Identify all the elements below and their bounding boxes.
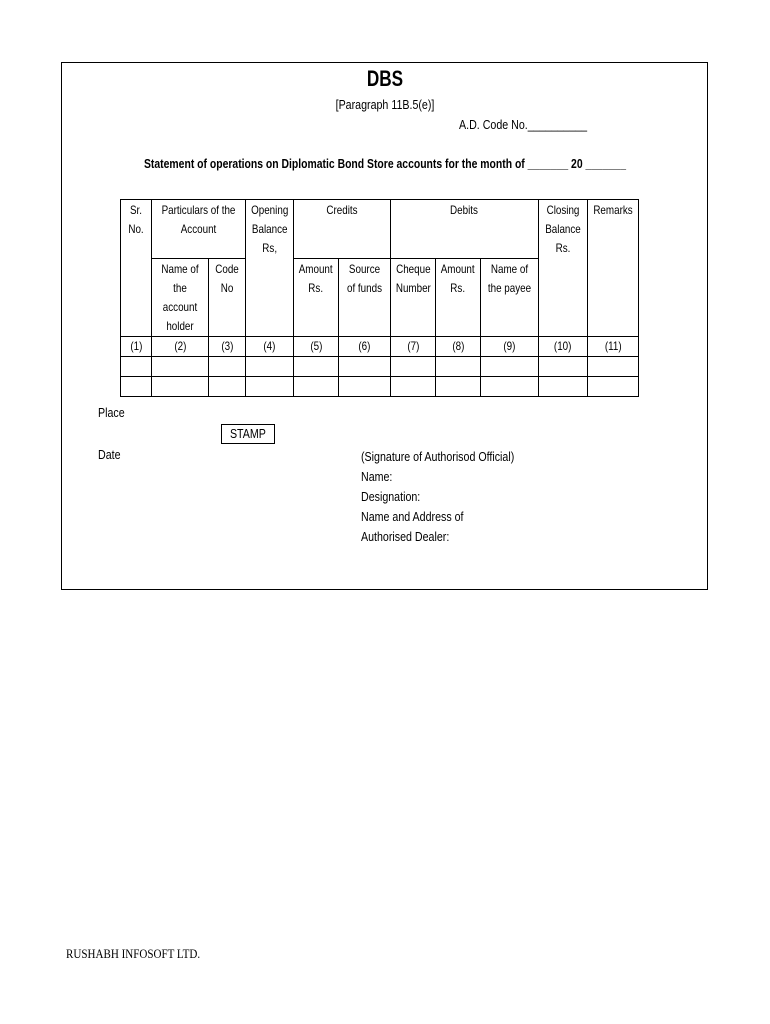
- header-credits: Credits: [294, 200, 390, 259]
- table-cell[interactable]: [436, 377, 480, 397]
- table-cell[interactable]: [538, 357, 587, 377]
- table-cell[interactable]: [338, 357, 390, 377]
- header-account-holder-name: Name of the account holder: [152, 259, 209, 337]
- column-number: (4): [246, 337, 294, 357]
- table-cell[interactable]: [338, 377, 390, 397]
- header-debits: Debits: [390, 200, 538, 259]
- table-cell[interactable]: [480, 357, 538, 377]
- operations-table: [120, 199, 639, 397]
- table-cell[interactable]: [587, 377, 638, 397]
- column-number-row: [121, 337, 639, 357]
- page-footer-company: RUSHABH INFOSOFT LTD.: [66, 946, 201, 961]
- table-cell[interactable]: [587, 357, 638, 377]
- header-debit-amount: Amount Rs.: [436, 259, 480, 337]
- header-sr-no: Sr. No.: [121, 200, 152, 337]
- table-cell[interactable]: [152, 377, 209, 397]
- table-cell[interactable]: [209, 377, 246, 397]
- stamp-box: STAMP: [221, 424, 275, 444]
- table-cell[interactable]: [152, 357, 209, 377]
- table-cell[interactable]: [294, 377, 338, 397]
- paragraph-reference: [Paragraph 11B.5(e)]: [335, 97, 435, 112]
- authorised-dealer-label: Authorised Dealer:: [361, 529, 450, 544]
- header-payee-name: Name of the payee: [480, 259, 538, 337]
- table-cell[interactable]: [209, 357, 246, 377]
- table-cell[interactable]: [390, 357, 436, 377]
- table-cell[interactable]: [246, 377, 294, 397]
- statement-heading: Statement of operations on Diplomatic Bond Store accounts for the month of _______ 20 _______: [144, 156, 626, 171]
- table-cell[interactable]: [480, 377, 538, 397]
- table-cell[interactable]: [390, 377, 436, 397]
- table-row: [121, 357, 639, 377]
- table-cell[interactable]: [121, 377, 152, 397]
- column-number: (7): [390, 337, 436, 357]
- table-cell[interactable]: [121, 357, 152, 377]
- table-cell[interactable]: [294, 357, 338, 377]
- header-credit-amount: Amount Rs.: [294, 259, 338, 337]
- column-number: (6): [338, 337, 390, 357]
- table-cell[interactable]: [246, 357, 294, 377]
- signature-label: (Signature of Authorisod Official): [361, 449, 515, 464]
- name-address-label: Name and Address of: [361, 509, 464, 524]
- date-label: Date: [98, 447, 121, 462]
- header-remarks: Remarks: [587, 200, 638, 337]
- column-number: (8): [436, 337, 480, 357]
- table-row: [121, 377, 639, 397]
- column-number: (1): [121, 337, 152, 357]
- signature-block: [361, 447, 548, 547]
- place-label: Place: [98, 405, 125, 420]
- column-number: (5): [294, 337, 338, 357]
- column-number: (3): [209, 337, 246, 357]
- column-number: (2): [152, 337, 209, 357]
- ad-code-field: A.D. Code No.__________: [459, 117, 588, 132]
- name-label: Name:: [361, 469, 393, 484]
- header-opening-balance: Opening Balance Rs,: [246, 200, 294, 337]
- designation-label: Designation:: [361, 489, 421, 504]
- column-number: (11): [587, 337, 638, 357]
- header-source-of-funds: Source of funds: [338, 259, 390, 337]
- column-number: (9): [480, 337, 538, 357]
- table-cell[interactable]: [538, 377, 587, 397]
- header-particulars: Particulars of the Account: [152, 200, 246, 259]
- column-number: (10): [538, 337, 587, 357]
- table-cell[interactable]: [436, 357, 480, 377]
- form-title: DBS: [366, 66, 404, 91]
- header-code-no: Code No: [209, 259, 246, 337]
- header-closing-balance: Closing Balance Rs.: [538, 200, 587, 337]
- header-cheque-number: Cheque Number: [390, 259, 436, 337]
